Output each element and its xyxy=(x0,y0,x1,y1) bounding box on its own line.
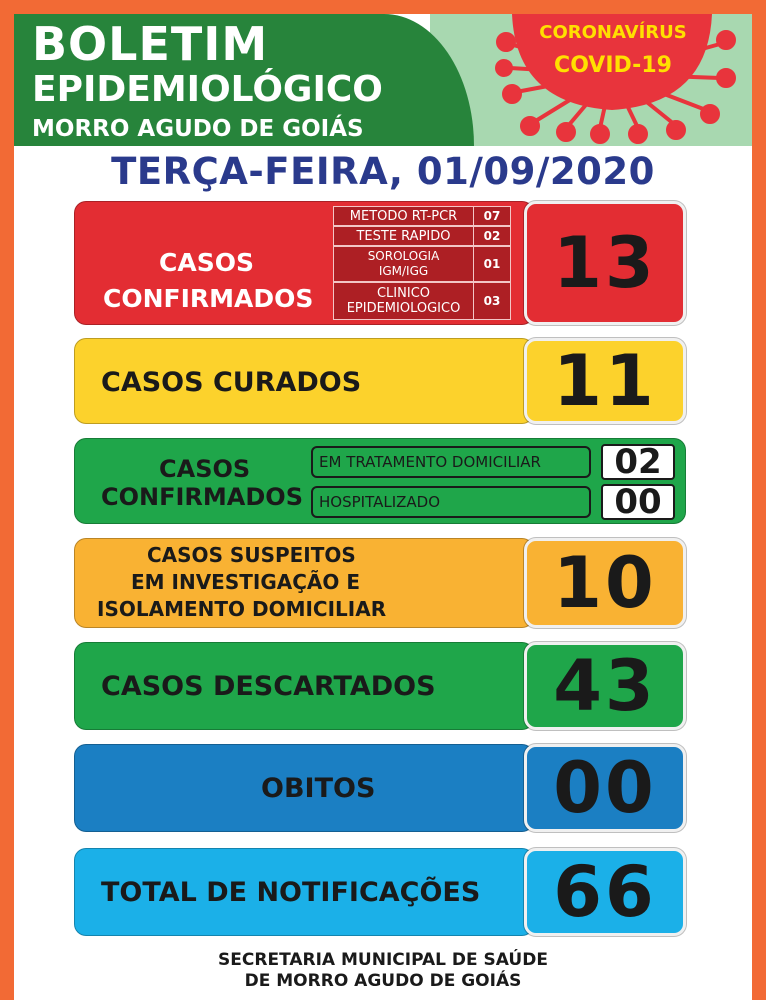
header-title-line2: EPIDEMIOLÓGICO xyxy=(32,69,383,110)
coronavirus-badge-line1: CORONAVÍRUS xyxy=(539,22,687,43)
breakdown-rapid-test-value: 02 xyxy=(483,229,501,243)
discarded-cases-label-box xyxy=(74,642,534,730)
breakdown-rt-pcr-label: METODO RT-PCR xyxy=(334,207,474,225)
suspected-cases-value: 10 xyxy=(524,538,686,628)
discarded-cases-value: 43 xyxy=(524,642,686,730)
breakdown-rapid-test-label: TESTE RAPIDO xyxy=(334,227,474,245)
breakdown-clinical-label-line2: EPIDEMIOLOGICO xyxy=(346,301,461,316)
header-subtitle: MORRO AGUDO DE GOIÁS xyxy=(32,116,364,142)
confirmed-cases-label-box xyxy=(74,201,534,325)
deaths-label-box xyxy=(74,744,534,832)
footer xyxy=(14,950,752,992)
breakdown-serology xyxy=(333,246,511,282)
total-notifications-row xyxy=(74,848,686,936)
header-banner xyxy=(14,14,474,146)
confirmed-cases-row xyxy=(74,201,686,325)
deaths-value: 00 xyxy=(524,744,686,832)
breakdown-serology-label-line1: SOROLOGIA xyxy=(367,249,440,263)
deaths-label: OBITOS xyxy=(261,773,376,804)
confirmed-cases-value: 13 xyxy=(524,201,686,325)
total-notifications-label: TOTAL DE NOTIFICAÇÕES xyxy=(101,877,481,908)
cured-cases-value: 11 xyxy=(524,338,686,424)
cured-cases-row xyxy=(74,338,686,424)
bulletin-date: TERÇA-FEIRA, 01/09/2020 xyxy=(111,150,655,193)
breakdown-rt-pcr-value: 07 xyxy=(483,209,501,223)
breakdown-clinical-label-line1: CLINICO xyxy=(376,286,431,301)
active-cases-row xyxy=(74,438,686,524)
home-treatment-label: EM TRATAMENTO DOMICILIAR xyxy=(311,446,591,478)
footer-line2: DE MORRO AGUDO DE GOIÁS xyxy=(244,971,522,991)
deaths-row xyxy=(74,744,686,832)
breakdown-serology-value: 01 xyxy=(483,257,501,271)
suspected-cases-label-box xyxy=(74,538,534,628)
suspected-cases-label-line1: CASOS SUSPEITOS xyxy=(147,543,356,567)
breakdown-rapid-test xyxy=(333,226,511,246)
header-title: BOLETIM xyxy=(32,17,269,71)
active-cases-label-line2: CONFIRMADOS xyxy=(101,483,303,511)
active-cases-label-line1: CASOS xyxy=(159,455,251,483)
cured-cases-label-box xyxy=(74,338,534,424)
suspected-cases-label-line2: EM INVESTIGAÇÃO E xyxy=(131,570,361,594)
total-notifications-value: 66 xyxy=(524,848,686,936)
footer-line1: SECRETARIA MUNICIPAL DE SAÚDE xyxy=(218,950,548,970)
discarded-cases-row xyxy=(74,642,686,730)
suspected-cases-label-line3: ISOLAMENTO DOMICILIAR xyxy=(97,597,387,621)
coronavirus-badge-line2: COVID-19 xyxy=(554,53,672,78)
cured-cases-label: CASOS CURADOS xyxy=(101,367,362,398)
breakdown-serology-label-line2: IGM/IGG xyxy=(378,264,429,278)
breakdown-clinical-label xyxy=(334,283,474,319)
total-notifications-label-box xyxy=(74,848,534,936)
breakdown-clinical xyxy=(333,282,511,320)
breakdown-rt-pcr xyxy=(333,206,511,226)
confirmed-cases-label-line2: CONFIRMADOS xyxy=(103,284,314,313)
breakdown-clinical-value: 03 xyxy=(483,294,501,308)
discarded-cases-label: CASOS DESCARTADOS xyxy=(101,671,436,702)
active-cases-label-box xyxy=(74,438,686,524)
hospitalized-value: 00 xyxy=(601,484,675,520)
home-treatment-value: 02 xyxy=(601,444,675,480)
hospitalized-label: HOSPITALIZADO xyxy=(311,486,591,518)
suspected-cases-row xyxy=(74,538,686,628)
breakdown-serology-label xyxy=(334,247,474,281)
confirmed-cases-label-line1: CASOS xyxy=(159,248,254,277)
